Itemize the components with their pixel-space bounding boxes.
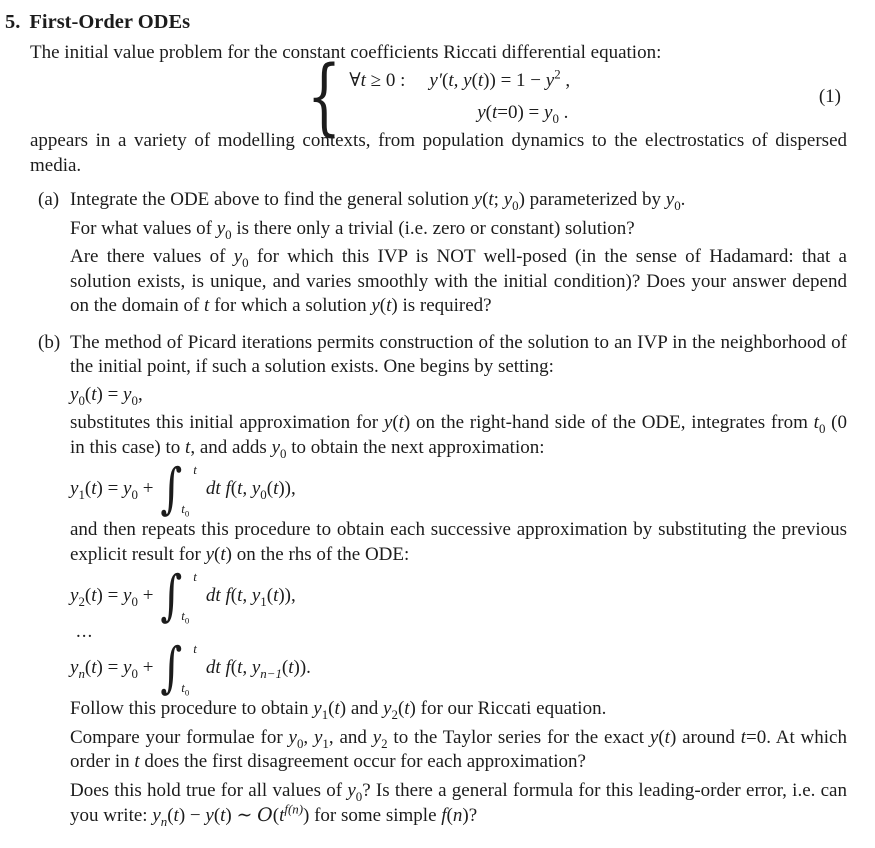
equation-1-condition: ∀t ≥ 0 : [349,70,406,91]
integral-upper-limit: t [193,569,197,584]
equation-y2 [70,563,847,628]
equation-1-line1 [349,66,571,94]
equation-1-rows [349,66,571,126]
problem-number: 5. [5,11,21,33]
integral-upper-limit: t [193,641,197,656]
equation-y0: $y_0(t) = y_0$, [70,383,143,408]
item-b-label: (b) [38,331,61,353]
item-b [30,331,847,829]
problem-heading [5,10,847,35]
equation-yn-integrand: dt f(t, $y_{n-1}(t)$). [205,656,311,681]
equation-1-system [306,47,571,146]
problem-title: First-Order ODEs [29,11,191,33]
item-a-paragraph-2: For what values of $y_0$ is there only a trivial (i.e. zero or constant) solution? [70,217,635,242]
equation-y1-integrand: dt f(t, $y_0(t)$), [205,477,296,502]
integral-lower-limit: $t_0$ [181,501,190,519]
item-b-paragraph-1: The method of Picard iterations permits construction of the solution to an IVP in the neighborhood of the initial point, if such a solution exists. One begins by setting: [70,331,847,377]
item-a-label: (a) [38,189,60,210]
item-b-paragraph-3: and then repeats this procedure to obtain each successive approximation by substituting the previous explicit result for y(t) on the rhs of the ODE: [70,519,847,565]
equation-yn-lhs: $y_n(t) = y_0$ + [70,656,154,681]
equation-1-initial-condition: $y(t=0) = y_0$ . [477,101,569,126]
item-b-paragraph-5: Compare your formulae for $y_0$, $y_1$, and $y_2$ to the Taylor series for the exact y(t) around t=0. At which order in t does the first disagreement occur for each approximation? [70,726,847,772]
integral-limits [181,569,197,626]
item-a-content [70,188,847,319]
equation-y2-lhs: $y_2(t) = y_0$ + [70,584,154,609]
integral-icon: ∫ [160,635,183,700]
integral-lower-limit: $t_0$ [181,680,190,698]
contexts-paragraph: appears in a variety of modelling contexts, from population dynamics to the electrostatics of dispersed media. [30,130,847,176]
left-brace: { [306,47,342,146]
item-a-paragraph-1: Integrate the ODE above to find the general solution y(t; $y_0$) parameterized by $y_0$. [70,189,686,213]
equation-yn [70,635,847,700]
problem-body [30,41,847,829]
integral-icon: ∫ [160,456,183,521]
item-b-paragraph-6: Does this hold true for all values of $y_0$? Is there a general formula for this leading-order error, i.e. can you write: $y_n(t) - y(t)$ ∼ $O(t^{f(n)})$ for some simple f(n)? [70,779,847,829]
integral-lower-limit: $t_0$ [181,608,190,626]
item-b-paragraph-4: Follow this procedure to obtain $y_1(t)$ and $y_2(t)$ for our Riccati equation. [70,698,607,722]
item-a [30,188,847,319]
equation-1-line2 [477,101,570,126]
item-b-content [70,331,847,829]
integral-icon: ∫ [160,563,183,628]
intro-paragraph: The initial value problem for the constant coefficients Riccati differential equation: [30,41,662,63]
integral-limits [181,641,197,698]
equation-y2-integrand: dt f(t, $y_1(t)$), [205,584,296,609]
equation-number: (1) [818,85,841,107]
equation-y1-lhs: $y_1(t) = y_0$ + [70,477,154,502]
item-b-paragraph-2: substitutes this initial approximation for y(t) on the right-hand side of the ODE, integrates from $t_0$ (0 in this case) to t, and adds $y_0$ to obtain the next approximation: [70,412,847,461]
integral-upper-limit: t [193,462,197,477]
equation-1-ode: y′(t, $y(t)) = 1 - y^2$ , [429,66,571,91]
item-a-paragraph-3: Are there values of $y_0$ for which this IVP is NOT well-posed (in the sense of Hadamard: that a solution exists, is unique, and varies smoothly with the initial condition)? Does your answer depend on the domain of t for which a solution y(t) is required? [70,246,847,316]
equation-y1 [70,456,847,521]
integral-limits [181,462,197,519]
ellipsis: ... [76,621,94,642]
